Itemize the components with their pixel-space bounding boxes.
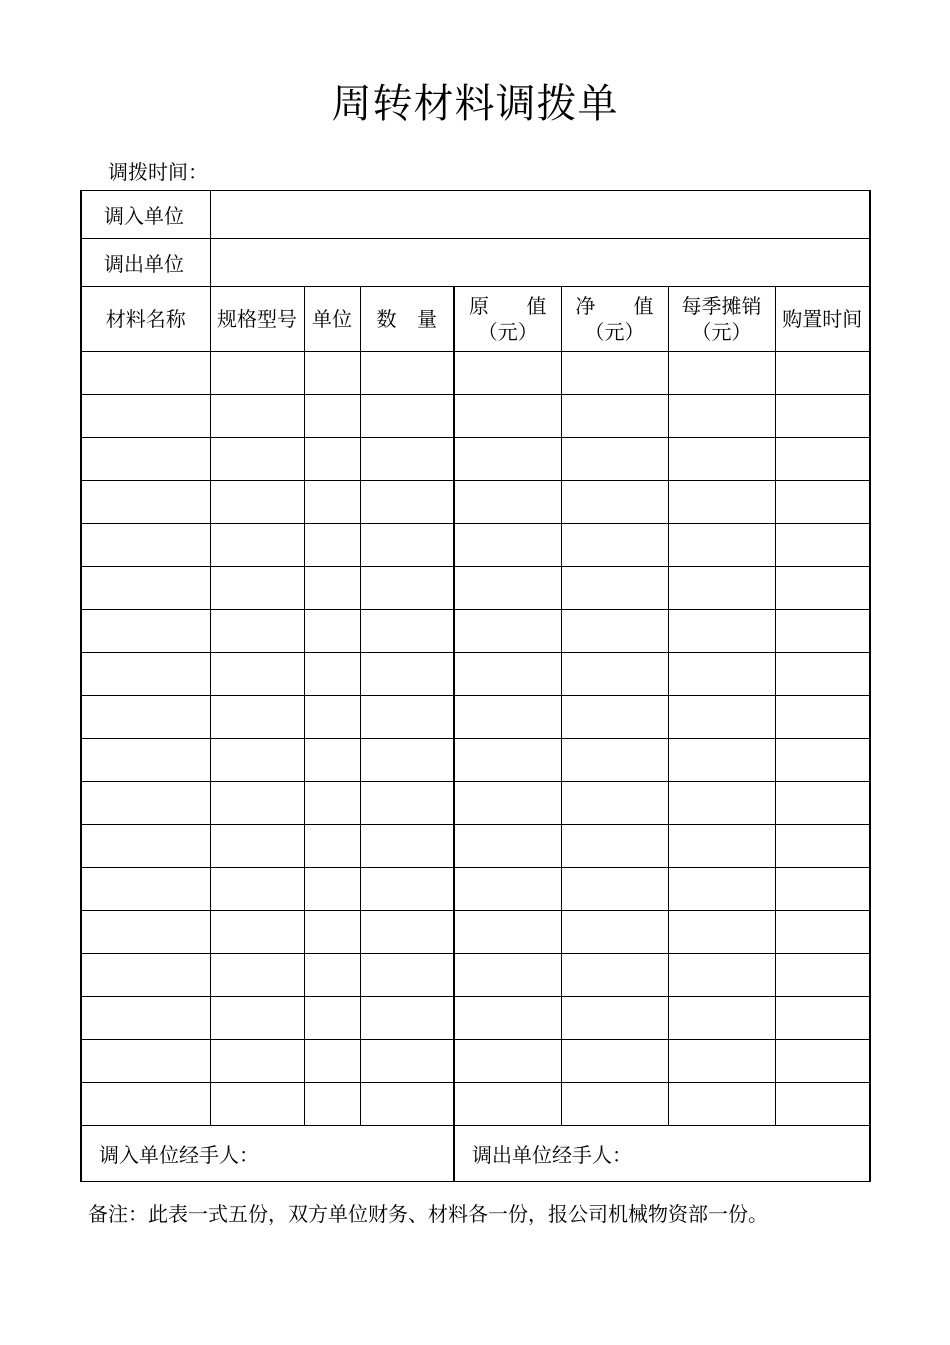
out-unit-field[interactable] bbox=[210, 239, 870, 287]
cell-quantity[interactable] bbox=[360, 438, 454, 481]
in-unit-field[interactable] bbox=[210, 191, 870, 239]
cell-spec[interactable] bbox=[210, 438, 304, 481]
cell-purchase-time[interactable] bbox=[775, 1040, 870, 1083]
cell-amortization[interactable] bbox=[668, 739, 775, 782]
table-row bbox=[81, 395, 870, 438]
cell-unit[interactable] bbox=[304, 567, 360, 610]
table-row bbox=[81, 825, 870, 868]
table-row bbox=[81, 481, 870, 524]
cell-net-value[interactable] bbox=[561, 868, 668, 911]
cell-amortization[interactable] bbox=[668, 567, 775, 610]
header-original-b: 值 bbox=[526, 294, 547, 318]
cell-purchase-time[interactable] bbox=[775, 481, 870, 524]
cell-amortization[interactable] bbox=[668, 610, 775, 653]
cell-original-value[interactable] bbox=[454, 739, 561, 782]
cell-material-name[interactable] bbox=[81, 395, 210, 438]
cell-purchase-time[interactable] bbox=[775, 911, 870, 954]
table-row bbox=[81, 610, 870, 653]
cell-purchase-time[interactable] bbox=[775, 395, 870, 438]
cell-original-value[interactable] bbox=[454, 997, 561, 1040]
cell-unit[interactable] bbox=[304, 868, 360, 911]
cell-original-value[interactable] bbox=[454, 524, 561, 567]
cell-quantity[interactable] bbox=[360, 868, 454, 911]
header-quantity-b: 量 bbox=[417, 307, 437, 331]
table-row bbox=[81, 997, 870, 1040]
table-row bbox=[81, 653, 870, 696]
cell-unit[interactable] bbox=[304, 825, 360, 868]
cell-quantity[interactable] bbox=[360, 825, 454, 868]
cell-material-name[interactable] bbox=[81, 567, 210, 610]
table-row bbox=[81, 696, 870, 739]
header-spec: 规格型号 bbox=[210, 287, 304, 352]
table-row bbox=[81, 352, 870, 395]
cell-amortization[interactable] bbox=[668, 868, 775, 911]
cell-spec[interactable] bbox=[210, 524, 304, 567]
header-amortization-unit: （元） bbox=[691, 320, 752, 344]
table-row bbox=[81, 739, 870, 782]
cell-original-value[interactable] bbox=[454, 825, 561, 868]
remark-note: 备注：此表一式五份，双方单位财务、材料各一份，报公司机械物资部一份。 bbox=[88, 1202, 768, 1226]
cell-amortization[interactable] bbox=[668, 481, 775, 524]
header-quantity-a: 数 bbox=[376, 307, 397, 331]
cell-amortization[interactable] bbox=[668, 524, 775, 567]
cell-purchase-time[interactable] bbox=[775, 782, 870, 825]
cell-amortization[interactable] bbox=[668, 825, 775, 868]
header-original-unit: （元） bbox=[477, 320, 538, 344]
cell-material-name[interactable] bbox=[81, 911, 210, 954]
cell-original-value[interactable] bbox=[454, 653, 561, 696]
cell-material-name[interactable] bbox=[81, 825, 210, 868]
in-handler-label: 调入单位经手人： bbox=[81, 1126, 454, 1182]
cell-quantity[interactable] bbox=[360, 352, 454, 395]
cell-spec[interactable] bbox=[210, 352, 304, 395]
cell-spec[interactable] bbox=[210, 395, 304, 438]
cell-unit[interactable] bbox=[304, 481, 360, 524]
cell-spec[interactable] bbox=[210, 653, 304, 696]
cell-net-value[interactable] bbox=[561, 954, 668, 997]
cell-quantity[interactable] bbox=[360, 524, 454, 567]
cell-amortization[interactable] bbox=[668, 954, 775, 997]
cell-quantity[interactable] bbox=[360, 696, 454, 739]
cell-net-value[interactable] bbox=[561, 911, 668, 954]
table-row bbox=[81, 868, 870, 911]
cell-purchase-time[interactable] bbox=[775, 352, 870, 395]
cell-purchase-time[interactable] bbox=[775, 954, 870, 997]
cell-net-value[interactable] bbox=[561, 352, 668, 395]
cell-original-value[interactable] bbox=[454, 1083, 561, 1126]
header-net-a: 净 bbox=[575, 294, 596, 318]
table-row bbox=[81, 567, 870, 610]
cell-amortization[interactable] bbox=[668, 1040, 775, 1083]
in-unit-row bbox=[81, 191, 870, 239]
cell-quantity[interactable] bbox=[360, 481, 454, 524]
header-material-name: 材料名称 bbox=[81, 287, 210, 352]
transfer-date-label: 调拨时间： bbox=[108, 160, 208, 184]
cell-net-value[interactable] bbox=[561, 825, 668, 868]
cell-unit[interactable] bbox=[304, 997, 360, 1040]
cell-spec[interactable] bbox=[210, 1083, 304, 1126]
cell-material-name[interactable] bbox=[81, 954, 210, 997]
cell-quantity[interactable] bbox=[360, 653, 454, 696]
cell-purchase-time[interactable] bbox=[775, 438, 870, 481]
cell-purchase-time[interactable] bbox=[775, 696, 870, 739]
cell-net-value[interactable] bbox=[561, 567, 668, 610]
cell-quantity[interactable] bbox=[360, 395, 454, 438]
cell-spec[interactable] bbox=[210, 911, 304, 954]
cell-spec[interactable] bbox=[210, 782, 304, 825]
cell-material-name[interactable] bbox=[81, 524, 210, 567]
header-original-value bbox=[454, 287, 561, 352]
header-purchase-time: 购置时间 bbox=[775, 287, 870, 352]
header-original-a: 原 bbox=[469, 294, 489, 318]
cell-purchase-time[interactable] bbox=[775, 653, 870, 696]
cell-quantity[interactable] bbox=[360, 567, 454, 610]
cell-quantity[interactable] bbox=[360, 610, 454, 653]
cell-quantity[interactable] bbox=[360, 739, 454, 782]
table-row bbox=[81, 1040, 870, 1083]
header-net-unit: （元） bbox=[584, 320, 645, 344]
header-amortization-label: 每季摊销 bbox=[681, 294, 762, 318]
cell-purchase-time[interactable] bbox=[775, 868, 870, 911]
header-row bbox=[81, 287, 870, 352]
cell-amortization[interactable] bbox=[668, 696, 775, 739]
cell-amortization[interactable] bbox=[668, 1083, 775, 1126]
header-unit: 单位 bbox=[304, 287, 360, 352]
cell-net-value[interactable] bbox=[561, 610, 668, 653]
out-unit-label: 调出单位 bbox=[81, 239, 210, 287]
cell-purchase-time[interactable] bbox=[775, 567, 870, 610]
cell-original-value[interactable] bbox=[454, 395, 561, 438]
cell-net-value[interactable] bbox=[561, 395, 668, 438]
cell-net-value[interactable] bbox=[561, 696, 668, 739]
in-unit-label: 调入单位 bbox=[81, 191, 210, 239]
cell-spec[interactable] bbox=[210, 997, 304, 1040]
cell-net-value[interactable] bbox=[561, 481, 668, 524]
cell-spec[interactable] bbox=[210, 610, 304, 653]
cell-unit[interactable] bbox=[304, 610, 360, 653]
cell-purchase-time[interactable] bbox=[775, 739, 870, 782]
cell-quantity[interactable] bbox=[360, 911, 454, 954]
cell-original-value[interactable] bbox=[454, 911, 561, 954]
cell-amortization[interactable] bbox=[668, 653, 775, 696]
cell-unit[interactable] bbox=[304, 352, 360, 395]
cell-original-value[interactable] bbox=[454, 954, 561, 997]
table-row bbox=[81, 782, 870, 825]
cell-net-value[interactable] bbox=[561, 1040, 668, 1083]
cell-spec[interactable] bbox=[210, 868, 304, 911]
cell-amortization[interactable] bbox=[668, 352, 775, 395]
cell-original-value[interactable] bbox=[454, 610, 561, 653]
table-row bbox=[81, 438, 870, 481]
cell-unit[interactable] bbox=[304, 653, 360, 696]
table-row bbox=[81, 1083, 870, 1126]
cell-net-value[interactable] bbox=[561, 438, 668, 481]
cell-original-value[interactable] bbox=[454, 352, 561, 395]
cell-unit[interactable] bbox=[304, 1040, 360, 1083]
cell-original-value[interactable] bbox=[454, 567, 561, 610]
cell-purchase-time[interactable] bbox=[775, 610, 870, 653]
cell-material-name[interactable] bbox=[81, 438, 210, 481]
cell-purchase-time[interactable] bbox=[775, 825, 870, 868]
cell-spec[interactable] bbox=[210, 1040, 304, 1083]
cell-original-value[interactable] bbox=[454, 1040, 561, 1083]
cell-material-name[interactable] bbox=[81, 610, 210, 653]
cell-unit[interactable] bbox=[304, 739, 360, 782]
header-amortization bbox=[668, 287, 775, 352]
cell-original-value[interactable] bbox=[454, 481, 561, 524]
transfer-table bbox=[80, 190, 871, 1182]
form-title: 周转材料调拨单 bbox=[331, 81, 619, 127]
header-net-b: 值 bbox=[633, 294, 654, 318]
cell-spec[interactable] bbox=[210, 954, 304, 997]
header-quantity bbox=[360, 287, 454, 352]
header-net-value bbox=[561, 287, 668, 352]
cell-purchase-time[interactable] bbox=[775, 524, 870, 567]
cell-unit[interactable] bbox=[304, 911, 360, 954]
cell-material-name[interactable] bbox=[81, 1083, 210, 1126]
cell-net-value[interactable] bbox=[561, 782, 668, 825]
cell-original-value[interactable] bbox=[454, 868, 561, 911]
cell-original-value[interactable] bbox=[454, 696, 561, 739]
cell-spec[interactable] bbox=[210, 739, 304, 782]
cell-spec[interactable] bbox=[210, 696, 304, 739]
cell-material-name[interactable] bbox=[81, 739, 210, 782]
cell-unit[interactable] bbox=[304, 524, 360, 567]
table-row bbox=[81, 954, 870, 997]
cell-amortization[interactable] bbox=[668, 911, 775, 954]
cell-spec[interactable] bbox=[210, 567, 304, 610]
cell-purchase-time[interactable] bbox=[775, 1083, 870, 1126]
cell-unit[interactable] bbox=[304, 438, 360, 481]
cell-original-value[interactable] bbox=[454, 782, 561, 825]
cell-net-value[interactable] bbox=[561, 653, 668, 696]
cell-material-name[interactable] bbox=[81, 782, 210, 825]
cell-unit[interactable] bbox=[304, 1083, 360, 1126]
cell-unit[interactable] bbox=[304, 954, 360, 997]
cell-spec[interactable] bbox=[210, 825, 304, 868]
cell-net-value[interactable] bbox=[561, 997, 668, 1040]
cell-amortization[interactable] bbox=[668, 438, 775, 481]
cell-material-name[interactable] bbox=[81, 352, 210, 395]
handler-row bbox=[81, 1126, 870, 1182]
cell-unit[interactable] bbox=[304, 696, 360, 739]
cell-net-value[interactable] bbox=[561, 524, 668, 567]
cell-material-name[interactable] bbox=[81, 696, 210, 739]
cell-material-name[interactable] bbox=[81, 481, 210, 524]
cell-quantity[interactable] bbox=[360, 782, 454, 825]
table-row bbox=[81, 524, 870, 567]
cell-quantity[interactable] bbox=[360, 1083, 454, 1126]
cell-unit[interactable] bbox=[304, 782, 360, 825]
cell-material-name[interactable] bbox=[81, 1040, 210, 1083]
out-unit-row bbox=[81, 239, 870, 287]
cell-amortization[interactable] bbox=[668, 782, 775, 825]
cell-unit[interactable] bbox=[304, 395, 360, 438]
cell-material-name[interactable] bbox=[81, 868, 210, 911]
cell-amortization[interactable] bbox=[668, 395, 775, 438]
cell-quantity[interactable] bbox=[360, 954, 454, 997]
cell-spec[interactable] bbox=[210, 481, 304, 524]
table-row bbox=[81, 911, 870, 954]
cell-purchase-time[interactable] bbox=[775, 997, 870, 1040]
out-handler-label: 调出单位经手人： bbox=[454, 1126, 870, 1182]
cell-quantity[interactable] bbox=[360, 997, 454, 1040]
cell-net-value[interactable] bbox=[561, 739, 668, 782]
cell-material-name[interactable] bbox=[81, 653, 210, 696]
cell-quantity[interactable] bbox=[360, 1040, 454, 1083]
cell-material-name[interactable] bbox=[81, 997, 210, 1040]
cell-amortization[interactable] bbox=[668, 997, 775, 1040]
cell-original-value[interactable] bbox=[454, 438, 561, 481]
cell-net-value[interactable] bbox=[561, 1083, 668, 1126]
